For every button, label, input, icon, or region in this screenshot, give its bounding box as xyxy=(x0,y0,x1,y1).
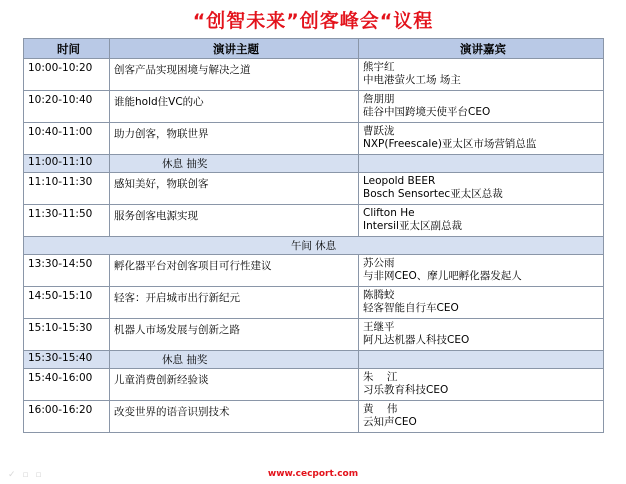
agenda-body xyxy=(24,59,604,433)
session-speaker xyxy=(359,123,604,155)
header-speaker: 演讲嘉宾 xyxy=(359,39,604,59)
session-topic: 机器人市场发展与创新之路 xyxy=(110,319,359,351)
speaker-name: 朱 江 xyxy=(363,371,398,383)
session-time: 13:30-14:50 xyxy=(24,255,110,287)
agenda-row xyxy=(24,173,604,205)
session-time: 14:50-15:10 xyxy=(24,287,110,319)
speaker-title: Bosch Sensortec亚太区总裁 xyxy=(363,188,503,200)
session-time: 10:40-11:00 xyxy=(24,123,110,155)
session-time: 15:40-16:00 xyxy=(24,369,110,401)
session-speaker xyxy=(359,91,604,123)
session-speaker xyxy=(359,59,604,91)
agenda-row xyxy=(24,369,604,401)
speaker-name: Clifton He xyxy=(363,207,415,219)
footer-url: www.cecport.com xyxy=(267,469,359,479)
break-label: 休息 抽奖 xyxy=(110,155,359,173)
session-topic: 服务创客电源实现 xyxy=(110,205,359,237)
session-topic: 轻客：开启城市出行新纪元 xyxy=(110,287,359,319)
session-topic: 孵化器平台对创客项目可行性建议 xyxy=(110,255,359,287)
break-row xyxy=(24,351,604,369)
agenda-row xyxy=(24,287,604,319)
break-row xyxy=(24,155,604,173)
speaker-name: 熊宇红 xyxy=(363,61,395,73)
speaker-title: 轻客智能自行车CEO xyxy=(363,302,459,314)
speaker-title: 硅谷中国跨境天使平台CEO xyxy=(363,106,491,118)
agenda-row xyxy=(24,401,604,433)
agenda-table xyxy=(23,38,604,433)
agenda-row xyxy=(24,91,604,123)
speaker-title: 中电港萤火工场 场主 xyxy=(363,74,461,86)
session-speaker xyxy=(359,401,604,433)
lunch-row xyxy=(24,237,604,255)
session-time: 10:00-10:20 xyxy=(24,59,110,91)
session-topic: 改变世界的语音识别技术 xyxy=(110,401,359,433)
speaker-title: 阿凡达机器人科技CEO xyxy=(363,334,470,346)
session-speaker xyxy=(359,287,604,319)
session-speaker xyxy=(359,255,604,287)
agenda-row xyxy=(24,205,604,237)
table-header-row xyxy=(24,39,604,59)
speaker-title: 云知声CEO xyxy=(363,416,417,428)
speaker-name: 王继平 xyxy=(363,321,395,333)
session-speaker xyxy=(359,173,604,205)
break-empty xyxy=(359,155,604,173)
agenda-row xyxy=(24,255,604,287)
session-speaker xyxy=(359,319,604,351)
agenda-row xyxy=(24,59,604,91)
session-speaker xyxy=(359,205,604,237)
session-topic: 儿童消费创新经验谈 xyxy=(110,369,359,401)
break-time: 15:30-15:40 xyxy=(24,351,110,369)
lunch-label: 午间 休息 xyxy=(24,237,604,255)
session-speaker xyxy=(359,369,604,401)
speaker-name: 陈腾蛟 xyxy=(363,289,395,301)
session-topic: 创客产品实现困境与解决之道 xyxy=(110,59,359,91)
session-topic: 谁能hold住VC的心 xyxy=(110,91,359,123)
speaker-name: 詹朋朋 xyxy=(363,93,395,105)
break-label: 休息 抽奖 xyxy=(110,351,359,369)
speaker-name: 苏公雨 xyxy=(363,257,395,269)
session-time: 15:10-15:30 xyxy=(24,319,110,351)
speaker-title: Intersil亚太区副总裁 xyxy=(363,220,462,232)
session-time: 10:20-10:40 xyxy=(24,91,110,123)
session-time: 16:00-16:20 xyxy=(24,401,110,433)
header-time: 时间 xyxy=(24,39,110,59)
speaker-title: 与非网CEO、摩儿吧孵化器发起人 xyxy=(363,270,522,282)
speaker-name: 黄 伟 xyxy=(363,403,398,415)
session-time: 11:10-11:30 xyxy=(24,173,110,205)
agenda-title: “创智未来”创客峰会“议程 xyxy=(192,10,434,32)
session-time: 11:30-11:50 xyxy=(24,205,110,237)
speaker-title: NXP(Freescale)亚太区市场营销总监 xyxy=(363,138,537,150)
speaker-name: Leopold BEER xyxy=(363,175,436,187)
header-topic: 演讲主题 xyxy=(110,39,359,59)
corner-decoration: ✓ ▫ ▫ xyxy=(8,470,44,480)
break-empty xyxy=(359,351,604,369)
agenda-row xyxy=(24,319,604,351)
break-time: 11:00-11:10 xyxy=(24,155,110,173)
session-topic: 感知美好，物联创客 xyxy=(110,173,359,205)
agenda-row xyxy=(24,123,604,155)
speaker-title: 习乐教育科技CEO xyxy=(363,384,449,396)
speaker-name: 曹跃泷 xyxy=(363,125,395,137)
session-topic: 助力创客，物联世界 xyxy=(110,123,359,155)
